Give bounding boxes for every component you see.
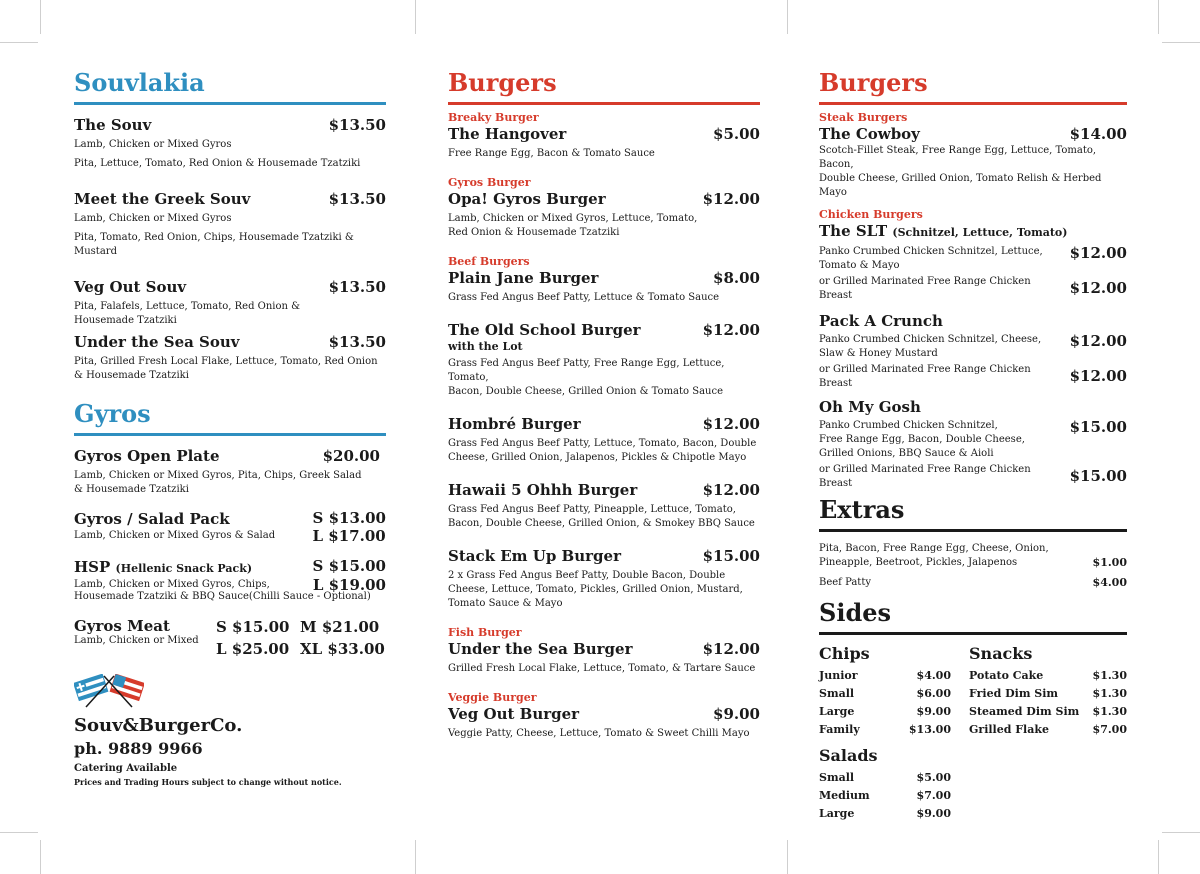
burger-list xyxy=(448,111,760,741)
item-desc: Lamb, Chicken or Mixed Gyros, Chips, xyxy=(74,579,270,590)
section-title-burgers: Burgers xyxy=(448,68,557,97)
item-name: The Old School Burger xyxy=(448,321,641,339)
section-rule xyxy=(819,102,1127,105)
item-desc: Grilled Onions, BBQ Sauce & Aioli xyxy=(819,448,994,459)
column-burgers xyxy=(448,68,760,756)
item-desc: Panko Crumbed Chicken Schnitzel, Cheese, xyxy=(819,334,1042,345)
menu-item xyxy=(74,332,386,383)
item-name: Opa! Gyros Burger xyxy=(448,190,606,208)
item-desc: Panko Crumbed Chicken Schnitzel, Lettuce, xyxy=(819,246,1043,257)
item-category: Fish Burger xyxy=(448,626,522,639)
crop-mark xyxy=(0,42,38,43)
extras-row xyxy=(819,542,1127,570)
menu-item xyxy=(448,691,760,741)
section-rule xyxy=(448,102,760,105)
item-desc: Lamb, Chicken or Mixed Gyros xyxy=(74,139,232,150)
extras-price: $4.00 xyxy=(1092,576,1127,589)
menu-item xyxy=(448,111,760,161)
fold-mark xyxy=(415,0,416,34)
menu-item xyxy=(74,115,386,171)
side-item xyxy=(819,805,951,823)
item-category: Steak Burgers xyxy=(819,111,908,124)
item-desc: Grass Fed Angus Beef Patty, Lettuce & Tomato Sauce xyxy=(448,292,720,303)
item-category: Gyros Burger xyxy=(448,176,531,189)
side-item xyxy=(969,703,1127,721)
side-item xyxy=(969,721,1127,739)
menu-item xyxy=(448,414,760,465)
crop-mark xyxy=(0,832,38,833)
item-price-small: S $15.00 xyxy=(312,557,386,575)
menu-item xyxy=(819,311,1127,391)
item-price-xl: XL $33.00 xyxy=(300,640,385,658)
section-rule xyxy=(74,433,386,436)
item-desc: Slaw & Honey Mustard xyxy=(819,348,938,359)
item-desc: Pita, Grilled Fresh Local Flake, Lettuce, Tomato, Red Onion xyxy=(74,356,378,367)
fold-mark xyxy=(415,840,416,874)
item-desc: Cheese, Grilled Onion, Jalapenos, Pickles & Chipotle Mayo xyxy=(448,452,747,463)
chips-list xyxy=(819,667,951,739)
phone-number: ph. 9889 9966 xyxy=(74,739,203,758)
item-name: The Hangover xyxy=(448,125,567,143)
item-price-large: L $25.00 xyxy=(216,640,290,658)
salads-list xyxy=(819,769,951,823)
section-rule xyxy=(819,632,1127,635)
menu-item xyxy=(819,111,1127,200)
item-note: (Hellenic Snack Pack) xyxy=(115,562,253,575)
sides-left xyxy=(819,641,951,823)
item-alt-price: $15.00 xyxy=(1069,467,1127,485)
item-name: The Cowboy xyxy=(819,125,920,143)
item-desc: Pita, Falafels, Lettuce, Tomato, Red Onion & xyxy=(74,301,301,312)
item-price: $12.00 xyxy=(702,190,760,208)
item-desc: Grass Fed Angus Beef Patty, Pineapple, Lettuce, Tomato, xyxy=(448,504,736,515)
side-item xyxy=(819,721,951,739)
item-desc: Lamb, Chicken or Mixed xyxy=(74,635,199,646)
extras-row xyxy=(819,576,1127,590)
item-name: Gyros / Salad Pack xyxy=(74,510,230,528)
item-price: $9.00 xyxy=(713,705,760,723)
sides-grid xyxy=(819,641,1127,823)
side-item xyxy=(819,787,951,805)
side-item-name: Family xyxy=(819,723,860,736)
item-desc: Pita, Lettuce, Tomato, Red Onion & Housemade Tzatziki xyxy=(74,158,361,169)
item-price: $5.00 xyxy=(713,125,760,143)
menu-item xyxy=(74,557,386,604)
crop-mark xyxy=(1162,832,1200,833)
item-desc: Lamb, Chicken or Mixed Gyros, Pita, Chips, Greek Salad xyxy=(74,470,362,481)
side-item-price: $1.30 xyxy=(1092,687,1127,700)
side-item-name: Steamed Dim Sim xyxy=(969,705,1080,718)
crossed-flags-logo xyxy=(74,674,144,708)
item-price: $15.00 xyxy=(1069,418,1127,436)
item-alt-option: or Grilled Marinated Free Range Chicken Breast xyxy=(819,464,1031,489)
item-alt-option: or Grilled Marinated Free Range Chicken Breast xyxy=(819,364,1031,389)
item-name: Oh My Gosh xyxy=(819,398,921,416)
extras-price: $1.00 xyxy=(1092,556,1127,569)
side-item xyxy=(819,703,951,721)
item-name: Plain Jane Burger xyxy=(448,269,599,287)
item-price: $12.00 xyxy=(702,321,760,339)
side-item-price: $5.00 xyxy=(916,771,951,784)
sides-heading: Snacks xyxy=(969,644,1033,663)
item-price-medium: M $21.00 xyxy=(300,618,380,636)
item-price: $13.50 xyxy=(328,278,386,296)
section-rule xyxy=(74,102,386,105)
menu-item xyxy=(74,616,386,660)
fold-mark xyxy=(787,840,788,874)
item-name: Hawaii 5 Ohhh Burger xyxy=(448,481,638,499)
extras-desc: Pita, Bacon, Free Range Egg, Cheese, Onion, xyxy=(819,543,1049,554)
item-price: $13.50 xyxy=(328,333,386,351)
item-name: Gyros Open Plate xyxy=(74,447,220,465)
item-note: (Schnitzel, Lettuce, Tomato) xyxy=(892,226,1068,239)
side-item-price: $1.30 xyxy=(1092,705,1127,718)
menu-item xyxy=(448,480,760,531)
side-item-price: $13.00 xyxy=(908,723,951,736)
column-souvlakia-gyros xyxy=(74,68,386,788)
menu-item xyxy=(74,277,386,328)
item-name: Stack Em Up Burger xyxy=(448,547,621,565)
crop-mark xyxy=(1158,0,1159,34)
item-desc: Cheese, Lettuce, Tomato, Pickles, Grilled Onion, Mustard, xyxy=(448,584,743,595)
item-price-large: L $17.00 xyxy=(312,527,386,545)
item-desc: Housemade Tzatziki & BBQ Sauce(Chilli Sauce - Optional) xyxy=(74,591,371,602)
item-name: Pack A Crunch xyxy=(819,312,943,330)
item-desc: Red Onion & Housemade Tzatziki xyxy=(448,227,620,238)
item-desc: Free Range Egg, Bacon & Tomato Sauce xyxy=(448,148,655,159)
snacks-list xyxy=(969,667,1127,739)
item-desc: 2 x Grass Fed Angus Beef Patty, Double Bacon, Double xyxy=(448,570,726,581)
side-item-price: $7.00 xyxy=(916,789,951,802)
side-item xyxy=(969,685,1127,703)
item-desc: & Housemade Tzatziki xyxy=(74,484,189,495)
item-desc: Free Range Egg, Bacon, Double Cheese, xyxy=(819,434,1025,445)
side-item-price: $9.00 xyxy=(916,807,951,820)
side-item-name: Grilled Flake xyxy=(969,723,1049,736)
item-category: Beef Burgers xyxy=(448,255,530,268)
item-price: $12.00 xyxy=(702,481,760,499)
side-item-name: Large xyxy=(819,705,855,718)
item-price: $8.00 xyxy=(713,269,760,287)
item-name: The SLT xyxy=(819,222,888,240)
side-item-name: Fried Dim Sim xyxy=(969,687,1059,700)
item-price: $15.00 xyxy=(702,547,760,565)
menu-item xyxy=(448,176,760,240)
menu-item xyxy=(74,189,386,259)
menu-item xyxy=(448,626,760,676)
crop-mark xyxy=(1162,42,1200,43)
menu-item xyxy=(448,546,760,611)
menu-item xyxy=(819,208,1127,303)
item-name: Under the Sea Burger xyxy=(448,640,633,658)
section-rule xyxy=(819,529,1127,532)
item-desc: Grass Fed Angus Beef Patty, Free Range Egg, Lettuce, Tomato, xyxy=(448,358,725,383)
side-item xyxy=(819,685,951,703)
column-burgers-extras-sides xyxy=(819,68,1127,823)
item-desc: Lamb, Chicken or Mixed Gyros, Lettuce, Tomato, xyxy=(448,213,698,224)
sides-right xyxy=(969,641,1127,823)
item-desc: Lamb, Chicken or Mixed Gyros & Salad xyxy=(74,530,276,541)
item-price-large: L $19.00 xyxy=(312,576,386,594)
item-price: $14.00 xyxy=(1069,125,1127,143)
item-price: $13.50 xyxy=(328,190,386,208)
side-item-name: Small xyxy=(819,687,855,700)
price-notice: Prices and Trading Hours subject to change without notice. xyxy=(74,777,342,787)
item-desc: Double Cheese, Grilled Onion, Tomato Relish & Herbed Mayo xyxy=(819,173,1102,198)
item-desc: Tomato Sauce & Mayo xyxy=(448,598,563,609)
item-desc: & Housemade Tzatziki xyxy=(74,370,189,381)
item-desc: Lamb, Chicken or Mixed Gyros xyxy=(74,213,232,224)
section-title-burgers: Burgers xyxy=(819,68,928,97)
item-category: Veggie Burger xyxy=(448,691,537,704)
item-name: Gyros Meat xyxy=(74,617,170,635)
menu-item xyxy=(448,320,760,399)
item-subtitle: with the Lot xyxy=(448,340,523,353)
side-item-price: $9.00 xyxy=(916,705,951,718)
extras-desc: Pineapple, Beetroot, Pickles, Jalapenos xyxy=(819,557,1018,568)
fold-mark xyxy=(787,0,788,34)
item-price: $13.50 xyxy=(328,116,386,134)
item-desc: Bacon, Double Cheese, Grilled Onion & Tomato Sauce xyxy=(448,386,724,397)
item-name: Veg Out Souv xyxy=(74,278,187,296)
crop-mark xyxy=(1158,840,1159,874)
side-item-price: $4.00 xyxy=(916,669,951,682)
side-item-name: Junior xyxy=(819,669,858,682)
crop-mark xyxy=(40,0,41,34)
brand-name: Souv&BurgerCo. xyxy=(74,715,243,736)
item-name: Hombré Burger xyxy=(448,415,581,433)
item-desc: Housemade Tzatziki xyxy=(74,315,177,326)
item-price-small: S $15.00 xyxy=(216,618,290,636)
item-price: $12.00 xyxy=(702,415,760,433)
side-item xyxy=(819,769,951,787)
side-item-price: $7.00 xyxy=(1092,723,1127,736)
side-item-name: Potato Cake xyxy=(969,669,1044,682)
item-name: Meet the Greek Souv xyxy=(74,190,251,208)
item-price: $12.00 xyxy=(702,640,760,658)
item-alt-price: $12.00 xyxy=(1069,367,1127,385)
item-price: $20.00 xyxy=(322,447,380,465)
item-price-small: S $13.00 xyxy=(312,509,386,527)
item-desc: Panko Crumbed Chicken Schnitzel, xyxy=(819,420,998,431)
section-title-souvlakia: Souvlakia xyxy=(74,68,205,97)
item-desc: Grass Fed Angus Beef Patty, Lettuce, Tomato, Bacon, Double xyxy=(448,438,757,449)
crop-mark xyxy=(40,840,41,874)
section-title-gyros: Gyros xyxy=(74,399,151,428)
menu-item xyxy=(74,509,386,545)
brand-block xyxy=(74,674,386,788)
item-desc: Tomato & Mayo xyxy=(819,260,900,271)
side-item xyxy=(969,667,1127,685)
sides-heading: Salads xyxy=(819,746,878,765)
item-name: Under the Sea Souv xyxy=(74,333,240,351)
side-item-price: $1.30 xyxy=(1092,669,1127,682)
side-item-price: $6.00 xyxy=(916,687,951,700)
item-desc: Bacon, Double Cheese, Grilled Onion, & Smokey BBQ Sauce xyxy=(448,518,755,529)
item-category: Chicken Burgers xyxy=(819,208,923,221)
item-desc: Veggie Patty, Cheese, Lettuce, Tomato & Sweet Chilli Mayo xyxy=(448,728,750,739)
item-alt-price: $12.00 xyxy=(1069,279,1127,297)
section-title-sides: Sides xyxy=(819,598,892,627)
menu-item xyxy=(74,446,386,497)
item-price: $12.00 xyxy=(1069,332,1127,350)
catering-note: Catering Available xyxy=(74,763,178,774)
extras-desc: Beef Patty xyxy=(819,577,871,588)
section-title-extras: Extras xyxy=(819,495,905,524)
item-name: The Souv xyxy=(74,116,152,134)
side-item-name: Small xyxy=(819,771,855,784)
menu-item xyxy=(448,255,760,305)
item-name: HSP xyxy=(74,558,111,576)
item-desc: Pita, Tomato, Red Onion, Chips, Housemade Tzatziki & Mustard xyxy=(74,232,354,257)
item-desc: Grilled Fresh Local Flake, Lettuce, Tomato, & Tartare Sauce xyxy=(448,663,756,674)
item-alt-option: or Grilled Marinated Free Range Chicken Breast xyxy=(819,276,1031,301)
item-price: $12.00 xyxy=(1069,244,1127,262)
item-name: Veg Out Burger xyxy=(448,705,580,723)
item-desc: Scotch-Fillet Steak, Free Range Egg, Lettuce, Tomato, Bacon, xyxy=(819,145,1097,170)
menu-item xyxy=(819,397,1127,491)
side-item-name: Medium xyxy=(819,789,870,802)
side-item-name: Large xyxy=(819,807,855,820)
side-item xyxy=(819,667,951,685)
sides-heading: Chips xyxy=(819,644,870,663)
item-category: Breaky Burger xyxy=(448,111,539,124)
